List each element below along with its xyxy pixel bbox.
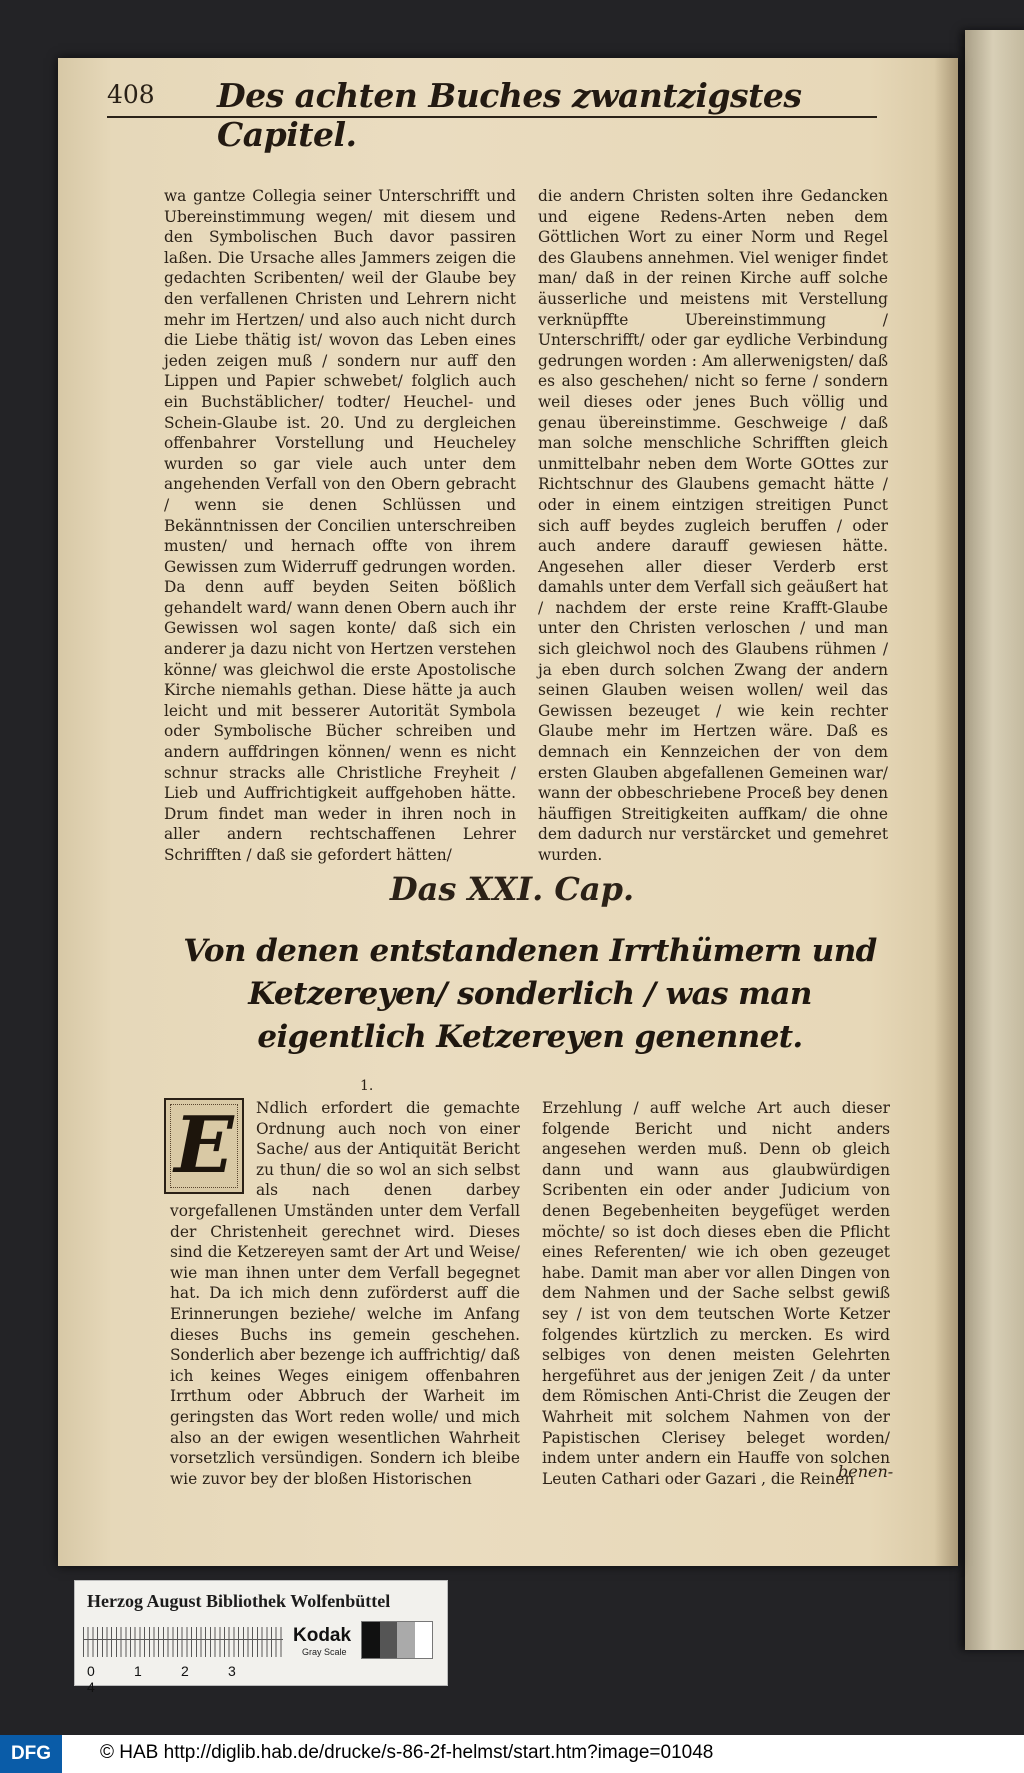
library-name: Herzog August Bibliothek Wolfenbüttel — [87, 1591, 391, 1611]
page-number: 408 — [107, 80, 155, 109]
adjacent-page-edge — [965, 30, 1024, 1650]
initial-letter: E — [174, 1100, 234, 1191]
lower-left-text: Ndlich erfordert die gemachte Ordnung auch noch von einer Sache/ aus der Antiquität Bericht zu thun/ die so wol an sich selbst als nach denen darbey vorgefallenen Umständen unter dem Verfall der Christenheit gerechnet wird. Dieses sind die Ketzereyen samt der Art und Weise/ wie man ihnen unter dem Verfall begegnet hat. Da ich mich denn zuförderst auff die Erinnerungen beziehe/ welche im Anfang dieses Buchs ins gemein geschehen. Sonderlich aber bezenge ich auffrichtig/ daß ich keines Weges einigem offenbahren Irrthum oder Abbruch der Warheit im geringsten das Wort reden wolle/ und mich also an der ewigen wesentlichen Wahrheit vorsetzlich versündigen. Sondern ich bleibe wie zuvor bey der bloßen Historischen — [170, 1099, 520, 1488]
kodak-logo: Kodak — [293, 1625, 352, 1646]
lower-right-column — [542, 1098, 890, 1489]
section-number: 1. — [360, 1078, 374, 1094]
catchword: benen- — [838, 1462, 894, 1481]
upper-left-column — [164, 186, 516, 866]
viewer-footer — [0, 1735, 1024, 1773]
permalink-text[interactable]: © HAB http://diglib.hab.de/drucke/s-86-2f-helmst/start.htm?image=01048 — [100, 1742, 714, 1763]
gray-scale-label: Gray Scale — [302, 1647, 347, 1657]
upper-right-column — [538, 186, 888, 866]
ruler-tick: 4 — [87, 1679, 95, 1695]
scale-card — [74, 1580, 448, 1695]
ruler-tick: 3 — [228, 1663, 236, 1679]
running-head — [107, 76, 877, 154]
upper-left-text: wa gantze Collegia seiner Unterschrifft und Ubereinstimmung wegen/ mit diesem und den Symbolischen Buch davor passiren laßen. Die Ursache alles Jammers zeigen die gedachten Scribenten/ weil der Glaube bey den verfallenen Christen und Lehrern nicht mehr im Hertzen/ und also auch nicht durch die Liebe thätig ist/ wovon das Leben eines jeden zeigen muß / sondern nur auff den Lippen und Papier schwebet/ folglich auch ein Buchstäblicher/ todter/ Heuchel- und Schein-Glaube ist. 20. Und zu dergleichen offenbahrer Vorstellung und Heucheley wurden so gar viele auch unter dem angehenden Verfall von den Obern gebracht / wenn sie denen Schlüssen und Bekänntnissen der Concilien unterschreiben musten/ und hernach offte von ihrem Gewissen zum Widerruff gedrungen worden. Da denn auff beyden Seiten bößlich gehandelt ward/ wann denen Obern auch ihr Gewissen wol sagen konte/ daß sich ein anderer ja dazu nicht von Hertzen verstehen könne/ was gleichwol die erste Apostolische Kirche niemahls gethan. Diese hätte ja auch leicht und mit besserer Autorität Symbola oder Symbolische Bücher schreiben und andern auffdringen können/ wenn es nicht schnur stracks alle Christliche Freyheit / Lieb und Auffrichtigkeit auffgehoben hätte. Drum findet man weder in ihren noch in aller andern rechtschaffenen Lehrer Schrifften / daß sie gefordert hätten/ — [164, 187, 516, 864]
lower-right-text: Erzehlung / auff welche Art auch dieser folgende Bericht und nicht anders angesehen werden muß. Denn ob gleich dann und wann aus glaubwürdigen Scribenten ein oder ander Judicium von denen Begebenheiten beygefüget werden möchte/ so ist doch dieses eben die Pflicht eines Referenten/ wie ich oben gezeuget habe. Damit man aber vor allen Dingen von dem Nahmen und der Sache selbst gewiß sey / ist von dem teutschen Worte Ketzer folgendes kürtzlich zu mercken. Es wird selbiges von denen meisten Gelehrten hergeführet aus der jenigen Zeit / da unter dem Römischen Anti-Christ die Zeugen der Wahrheit mit solchem Nahmen von der Papistischen Clerisey beleget worden/ indem unter andern ein Hauffe von solchen Leuten Cathari oder Gazari , die Reinen — [542, 1099, 890, 1488]
chapter-number: Das XXI. Cap. — [389, 870, 635, 908]
gray-swatches-icon — [361, 1621, 433, 1659]
ruler-tick: 1 — [134, 1663, 142, 1679]
ruler-icon — [83, 1627, 283, 1657]
dfg-logo[interactable]: DFG — [0, 1735, 62, 1773]
decorated-initial — [164, 1098, 244, 1194]
ruler-tick: 2 — [181, 1663, 189, 1679]
chapter-title: Von denen entstandenen Irrthümern und Ketzereyen/ sonderlich / was man eigentlich Ketzereyen genennet. — [183, 933, 877, 1055]
running-head-title: Des achten Buches zwantzigstes Capitel. — [217, 76, 802, 154]
ruler-tick: 0 — [87, 1663, 95, 1679]
ruler-labels — [87, 1663, 287, 1695]
upper-right-text: die andern Christen solten ihre Gedancken und eigene Redens-Arten neben dem Göttlichen Wort zu einer Norm und Regel des Glaubens annehmen. Viel weniger findet man/ daß in der reinen Kirche auff solche äusserliche und meistens mit Verstellung verknüpffte Ubereinstimmung / Unterschrifft/ oder gar eydliche Verbindung gedrungen worden : Am allerwenigsten/ daß es also geschehen/ nicht so ferne / sondern weil dieses oder jenes Buch völlig und genau übereinstimme. Geschweige / daß man solche menschliche Schrifften gleich unmittelbahr neben dem Worte GOttes zur Richtschnur des Glaubens gemacht hätte / oder in einem eintzigen streitigen Punct sich auff beydes zugleich beruffen / oder auch andere darauff gewiesen hätte. Angesehen aller dieser Verderb erst damahls unter dem Verfall sich geäußert hat / nachdem der erste reine Krafft-Glaube unter den Christen verloschen / und man sich gleichwol noch des Glaubens rühmen / ja eben durch solchen Zwang der andern seinen Glauben weisen wollen/ weil das Gewissen bezeuget / wie kein rechter Glaube mehr im Hertzen wäre. Daß es demnach ein Kennzeichen der von dem ersten Glauben abgefallenen Gemeinen war/ wann der obbeschriebene Proceß bey denen häuffigen Streitigkeiten auffkam/ die ohne dem dadurch nur verstärcket und gemehret wurden. — [538, 187, 888, 864]
